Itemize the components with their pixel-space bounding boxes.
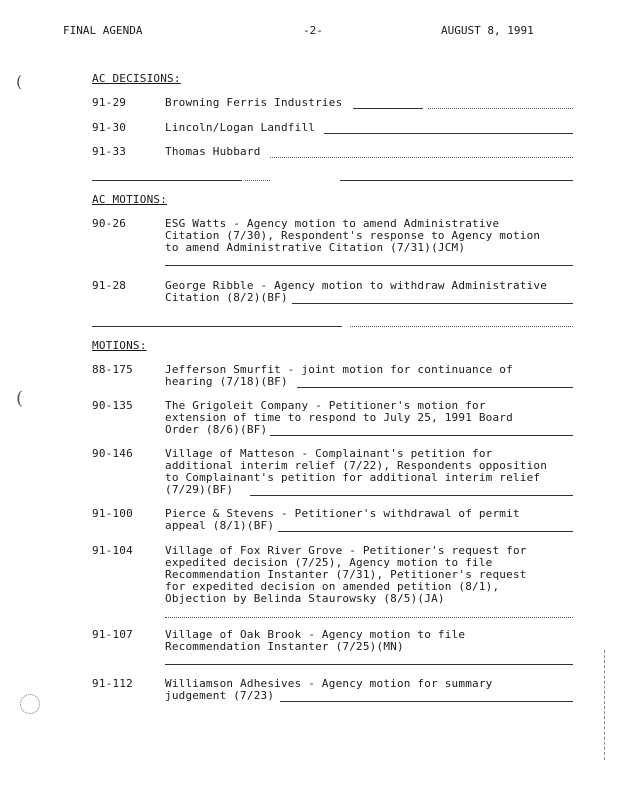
case-description-line: ESG Watts - Agency motion to amend Administrative [165, 217, 500, 230]
case-description-line: for expedited decision on amended petition (8/1), [165, 580, 500, 593]
case-number: 88-175 [92, 363, 133, 376]
section-divider [92, 180, 242, 181]
case-description-line: Village of Oak Brook - Agency motion to file [165, 628, 466, 641]
header-date: AUGUST 8, 1991 [441, 24, 534, 37]
punch-hole-mark [20, 694, 40, 714]
case-description-line: Village of Fox River Grove - Petitioner's request for [165, 544, 527, 557]
case-description-line: Citation (7/30), Respondent's response to Agency motion [165, 229, 541, 242]
case-number: 90-146 [92, 447, 133, 460]
case-description-line: extension of time to respond to July 25, 1991 Board [165, 411, 513, 424]
case-description-line: Objection by Belinda Staurowsky (8/5)(JA) [165, 592, 445, 605]
case-number: 91-112 [92, 677, 133, 690]
case-description-line: Pierce & Stevens - Petitioner's withdrawal of permit [165, 507, 520, 520]
case-number: 91-28 [92, 279, 127, 292]
case-description-line: judgement (7/23) [165, 689, 275, 702]
case-description-line: Recommendation Instanter (7/31), Petitioner's request [165, 568, 527, 581]
page-number: -2- [303, 24, 323, 37]
case-number: 91-30 [92, 121, 127, 134]
case-number: 91-33 [92, 145, 127, 158]
section-heading-motions: MOTIONS: [92, 339, 147, 352]
case-description-line: expedited decision (7/25), Agency motion to file [165, 556, 493, 569]
margin-mark: ( [16, 388, 24, 409]
section-heading-ac-decisions: AC DECISIONS: [92, 72, 181, 85]
case-description-line: appeal (8/1)(BF) [165, 519, 275, 532]
case-description-line: to Complainant's petition for additional interim relief [165, 471, 541, 484]
header-left: FINAL AGENDA [63, 24, 143, 37]
case-number: 90-135 [92, 399, 133, 412]
case-description: Thomas Hubbard [165, 145, 261, 158]
case-number: 91-107 [92, 628, 133, 641]
case-description-line: Jefferson Smurfit - joint motion for continuance of [165, 363, 513, 376]
edge-mark [604, 650, 605, 760]
case-description-line: (7/29)(BF) [165, 483, 234, 496]
section-divider [92, 326, 342, 327]
case-description-line: hearing (7/18)(BF) [165, 375, 288, 388]
case-description-line: Order (8/6)(BF) [165, 423, 268, 436]
case-description-line: Village of Matteson - Complainant's petition for [165, 447, 493, 460]
case-description: Lincoln/Logan Landfill [165, 121, 316, 134]
margin-mark: ( [16, 72, 23, 91]
section-heading-ac-motions: AC MOTIONS: [92, 193, 168, 206]
case-number: 90-26 [92, 217, 127, 230]
case-description-line: additional interim relief (7/22), Respondents opposition [165, 459, 548, 472]
case-description-line: Williamson Adhesives - Agency motion for summary [165, 677, 493, 690]
case-description-line: George Ribble - Agency motion to withdraw Administrative [165, 279, 548, 292]
case-description-line: The Grigoleit Company - Petitioner's motion for [165, 399, 486, 412]
case-description: Browning Ferris Industries [165, 96, 343, 109]
case-number: 91-29 [92, 96, 127, 109]
case-number: 91-104 [92, 544, 133, 557]
case-number: 91-100 [92, 507, 133, 520]
case-description-line: Recommendation Instanter (7/25)(MN) [165, 640, 404, 653]
case-description-line: Citation (8/2)(BF) [165, 291, 288, 304]
case-description-line: to amend Administrative Citation (7/31)(JCM) [165, 241, 466, 254]
